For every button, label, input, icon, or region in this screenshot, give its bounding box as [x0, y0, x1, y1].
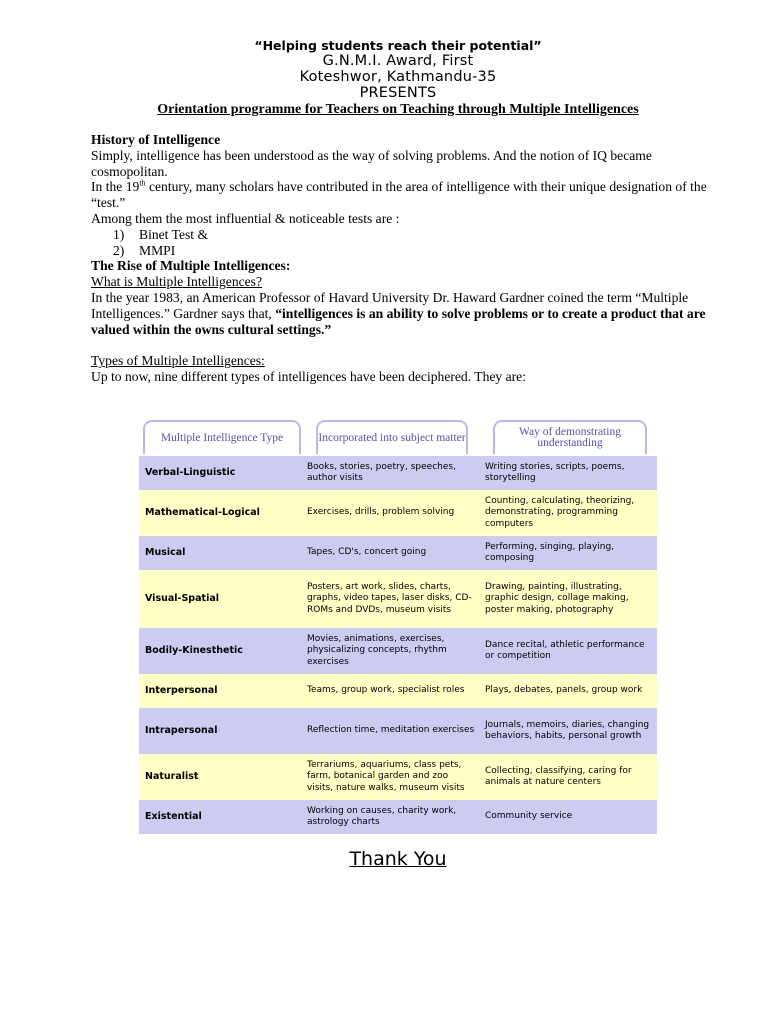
intelligence-type-cell: Intrapersonal	[145, 725, 218, 737]
history-p2-start: In the 19	[91, 179, 140, 195]
document-header	[0, 38, 768, 118]
table-header	[139, 418, 657, 456]
list-number: 2)	[113, 242, 125, 258]
document-body	[91, 132, 711, 385]
list-number: 1)	[113, 226, 125, 242]
award-line: G.N.M.I. Award, First	[322, 53, 474, 69]
demonstrating-cell: Drawing, painting, illustrating, graphic design, collage making, poster making, photography	[485, 581, 629, 615]
demonstrating-cell: Collecting, classifying, caring for animals at nature centers	[485, 765, 632, 787]
intelligence-type-cell: Bodily-Kinesthetic	[145, 645, 243, 657]
gardner-quote: “intelligences is an ability to solve problems or to create a product that are valued within the owns cultural settings.”	[91, 305, 706, 337]
incorporated-cell: Terrariums, aquariums, class pets, farm, botanical garden and zoo visits, nature walks, museum visits	[307, 759, 465, 793]
table-row	[139, 570, 657, 628]
demonstrating-cell: Community service	[485, 811, 573, 822]
table-row	[139, 674, 657, 708]
rise-paragraph	[91, 290, 711, 337]
table-row	[139, 708, 657, 754]
history-paragraph-1: Simply, intelligence has been understood as the way of solving problems. And the notion of IQ became cosmopolitan.	[91, 147, 652, 179]
intelligence-type-cell: Existential	[145, 811, 202, 823]
demonstrating-cell: Plays, debates, panels, group work	[485, 685, 643, 696]
intelligence-type-cell: Verbal-Linguistic	[145, 467, 236, 479]
history-paragraph-3: Among them the most influential & noticeable tests are :	[91, 210, 400, 226]
history-heading: History of Intelligence	[91, 132, 221, 147]
incorporated-cell: Teams, group work, specialist roles	[307, 685, 465, 696]
list-item	[113, 243, 711, 259]
intelligence-type-cell: Mathematical-Logical	[145, 507, 260, 519]
intelligence-type-cell: Visual-Spatial	[145, 593, 219, 605]
header-incorporated: Incorporated into subject matter	[316, 420, 468, 454]
table-row	[139, 754, 657, 800]
presents-line: PRESENTS	[359, 85, 437, 101]
tagline: “Helping students reach their potential”	[254, 38, 542, 53]
location-line: Koteshwor, Kathmandu-35	[299, 69, 497, 85]
header-demonstrating: Way of demonstrating understanding	[493, 420, 647, 454]
thank-you: Thank You	[349, 848, 447, 870]
table-row	[139, 536, 657, 570]
table-row	[139, 490, 657, 536]
tests-list	[91, 227, 711, 259]
intelligences-table	[139, 418, 657, 834]
programme-title: Orientation programme for Teachers on Teaching through Multiple Intelligences	[157, 102, 639, 117]
incorporated-cell: Books, stories, poetry, speeches, author visits	[307, 461, 456, 483]
history-p2-end: century, many scholars have contributed in the area of intelligence with their unique designation of the “test.”	[91, 179, 707, 211]
table-row	[139, 628, 657, 674]
incorporated-cell: Posters, art work, slides, charts, graphs, video tapes, laser disks, CD-ROMs and DVDs, museum visits	[307, 581, 472, 615]
incorporated-cell: Movies, animations, exercises, physicalizing concepts, rhythm exercises	[307, 633, 447, 667]
types-paragraph: Up to now, nine different types of intelligences have been deciphered. They are:	[91, 369, 526, 385]
superscript-th: th	[139, 178, 146, 188]
header-intelligence-type: Multiple Intelligence Type	[143, 420, 301, 454]
incorporated-cell: Tapes, CD's, concert going	[307, 547, 427, 558]
intelligence-type-cell: Interpersonal	[145, 685, 218, 697]
table-row	[139, 800, 657, 834]
demonstrating-cell: Counting, calculating, theorizing, demonstrating, programming computers	[485, 495, 635, 529]
table-row	[139, 456, 657, 490]
types-subheading: Types of Multiple Intelligences:	[91, 353, 265, 369]
demonstrating-cell: Performing, singing, playing, composing	[485, 541, 615, 563]
what-is-mi-subheading: What is Multiple Intelligences?	[91, 274, 263, 290]
demonstrating-cell: Dance recital, athletic performance or competition	[485, 639, 645, 661]
rise-paragraph-text: In the year 1983, an American Professor of Havard University Dr. Haward Gardner coined the term “Multiple Intelligences.” Gardner says that,	[91, 289, 689, 321]
incorporated-cell: Exercises, drills, problem solving	[307, 507, 455, 518]
history-paragraph-2	[91, 179, 711, 211]
demonstrating-cell: Journals, memoirs, diaries, changing behaviors, habits, personal growth	[485, 719, 650, 741]
list-item	[113, 227, 711, 243]
list-text: Binet Test &	[139, 226, 209, 242]
rise-heading: The Rise of Multiple Intelligences:	[91, 258, 291, 274]
intelligence-type-cell: Musical	[145, 547, 186, 559]
incorporated-cell: Working on causes, charity work, astrology charts	[307, 805, 457, 827]
table-body	[139, 456, 657, 834]
incorporated-cell: Reflection time, meditation exercises	[307, 725, 475, 736]
list-text: MMPI	[139, 242, 176, 258]
demonstrating-cell: Writing stories, scripts, poems, storytelling	[485, 461, 625, 483]
intelligence-type-cell: Naturalist	[145, 771, 199, 783]
